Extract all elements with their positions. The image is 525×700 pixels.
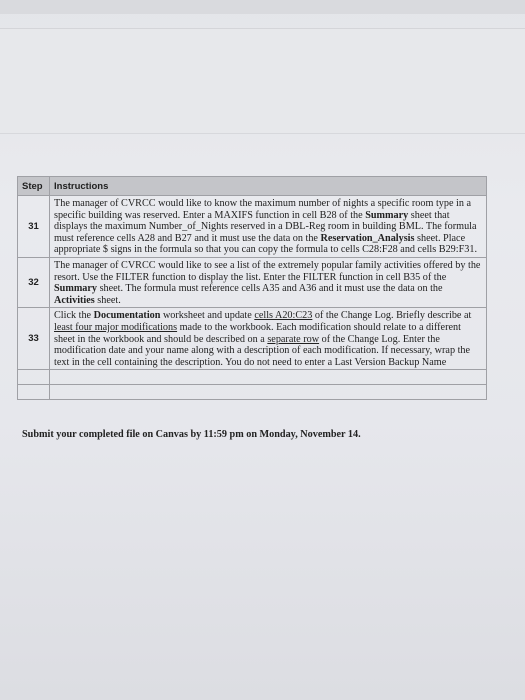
text-run: sheet. Place appropriate $ signs in the formula so that you can copy the formula to cells C28:F28 and cells B29:F31. <box>54 232 477 256</box>
text-run-bold: Documentation <box>93 310 161 322</box>
text-run-bold: Summary <box>54 283 98 295</box>
text-run-underlined: separate row <box>267 333 320 345</box>
text-run-bold: Activities <box>54 294 95 306</box>
step-number: 31 <box>18 196 50 258</box>
text-run-underlined: least four major modifications <box>54 321 178 333</box>
text-run: The manager of CVRCC would like to know the maximum number of nights a specific room type in a specific building was reserved. Enter a MAXIFS function in cell B28 of the <box>54 198 472 221</box>
step-header: Step <box>18 177 50 196</box>
table-row <box>18 257 487 307</box>
instruction-text <box>50 257 487 307</box>
table-row <box>18 308 487 370</box>
instructions-table <box>17 176 487 400</box>
text-run: sheet. <box>94 294 121 306</box>
instruction-text <box>50 308 487 370</box>
table-row-empty <box>18 385 487 400</box>
text-run: The manager of CVRCC would like to see a list of the extremely popular family activities offered by the resort. Use the FILTER function to display the list. Enter the FILTER function in cell B35 of the <box>54 259 481 283</box>
submit-note: Submit your completed file on Canvas by 11:59 pm on Monday, November 14. <box>22 429 361 440</box>
instructions-table-wrap <box>17 176 487 400</box>
top-edge <box>0 0 525 14</box>
text-run: sheet that displays the maximum Number_of_Nights reserved in a DBL-Reg room in building BML. The formula must reference cells A28 and B27 and it must use the data on the <box>54 209 477 244</box>
text-run: worksheet and update <box>160 310 255 322</box>
instruction-text <box>50 196 487 258</box>
text-run-underlined: cells A20:C23 <box>254 310 313 322</box>
empty-cell <box>18 385 50 400</box>
text-run: sheet. The formula must reference cells A35 and A36 and it must use the data on the <box>97 283 443 295</box>
table-header-row <box>18 177 487 196</box>
step-number: 33 <box>18 308 50 370</box>
step-number: 32 <box>18 257 50 307</box>
instructions-header: Instructions <box>50 177 487 196</box>
text-run-bold: Summary <box>365 209 409 221</box>
empty-cell <box>18 370 50 385</box>
text-run: of the Change Log. Enter the modification date and your name along with a description of each modification. If necessary, wrap the text in the cell containing the description. You do not need to enter a Last Version Backup Name <box>54 333 471 368</box>
page-band <box>0 28 525 134</box>
text-run: Click the <box>54 310 94 322</box>
empty-cell <box>50 385 487 400</box>
table-row <box>18 196 487 258</box>
text-run: of the Change Log. Briefly describe at <box>312 310 472 322</box>
empty-cell <box>50 370 487 385</box>
text-run: made to the workbook. Each modification should relate to a different sheet in the workbook and should be described on a <box>54 321 461 345</box>
table-row-empty <box>18 370 487 385</box>
text-run-bold: Reservation_Analysis <box>320 232 415 244</box>
